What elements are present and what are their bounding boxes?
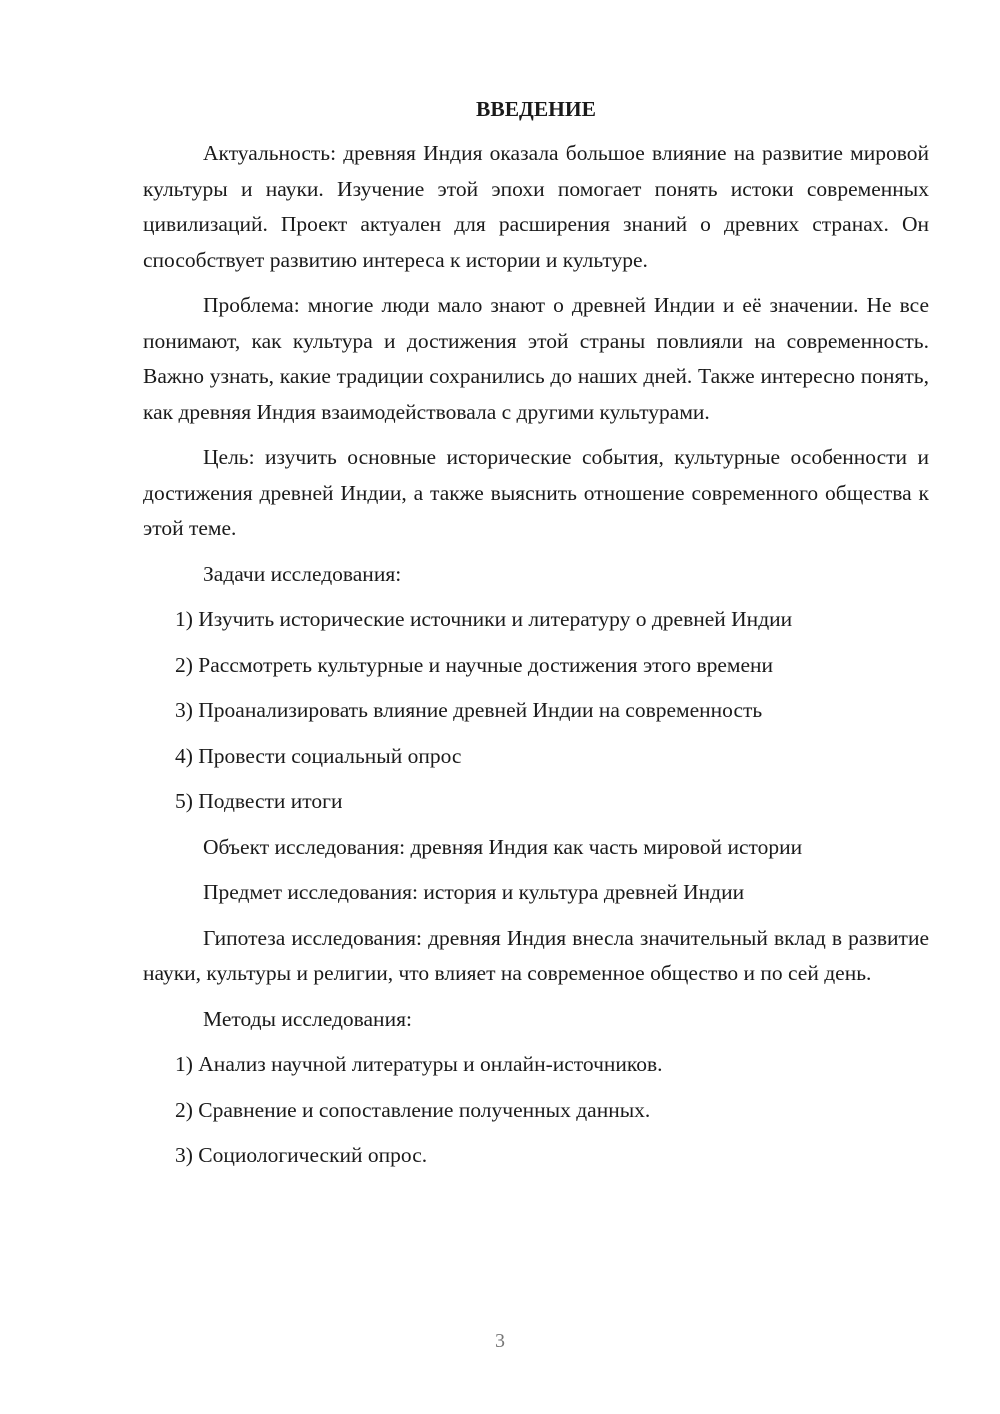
- method-item-2: 2) Сравнение и сопоставление полученных данных.: [175, 1097, 651, 1122]
- methods-heading: Методы исследования:: [203, 1006, 412, 1031]
- method-item-1: 1) Анализ научной литературы и онлайн-источников.: [175, 1052, 663, 1076]
- task-item-2: 2) Рассмотреть культурные и научные достижения этого времени: [175, 652, 774, 677]
- tasks-list: [143, 602, 929, 820]
- relevance-paragraph: Актуальность: древняя Индия оказала большое влияние на развитие мировой культуры и науки. Изучение этой эпохи помогает понять истоки современных цивилизаций. Проект актуален для расширения знаний о древних странах. Он способствует развитию интереса к истории и культуре.: [143, 141, 929, 272]
- document-page: [143, 92, 929, 1184]
- research-subject: Предмет исследования: история и культура древней Индии: [203, 880, 745, 904]
- method-item-3: 3) Социологический опрос.: [175, 1143, 428, 1167]
- task-item-3: 3) Проанализировать влияние древней Индии на современность: [175, 698, 763, 722]
- problem-paragraph: Проблема: многие люди мало знают о древней Индии и её значении. Не все понимают, как культура и достижения этой страны повлияли на современность. Важно узнать, какие традиции сохранились до наших дней. Также интересно понять, как древняя Индия взаимодействовала с другими культурами.: [143, 293, 929, 424]
- task-item-4: 4) Провести социальный опрос: [175, 743, 462, 768]
- task-item-1: 1) Изучить исторические источники и литературу о древней Индии: [175, 607, 793, 631]
- section-title: ВВЕДЕНИЕ: [476, 97, 596, 121]
- methods-list: [143, 1047, 929, 1174]
- hypothesis-paragraph: Гипотеза исследования: древняя Индия внесла значительный вклад в развитие науки, культуры и религии, что влияет на современное общество и по сей день.: [143, 925, 929, 985]
- task-item-5: 5) Подвести итоги: [175, 789, 343, 813]
- goal-paragraph: Цель: изучить основные исторические события, культурные особенности и достижения древней Индии, а также выяснить отношение современного общества к этой теме.: [143, 445, 929, 540]
- research-object: Объект исследования: древняя Индия как часть мировой истории: [203, 834, 803, 859]
- page-number: 3: [495, 1330, 505, 1352]
- tasks-heading: Задачи исследования:: [203, 561, 402, 586]
